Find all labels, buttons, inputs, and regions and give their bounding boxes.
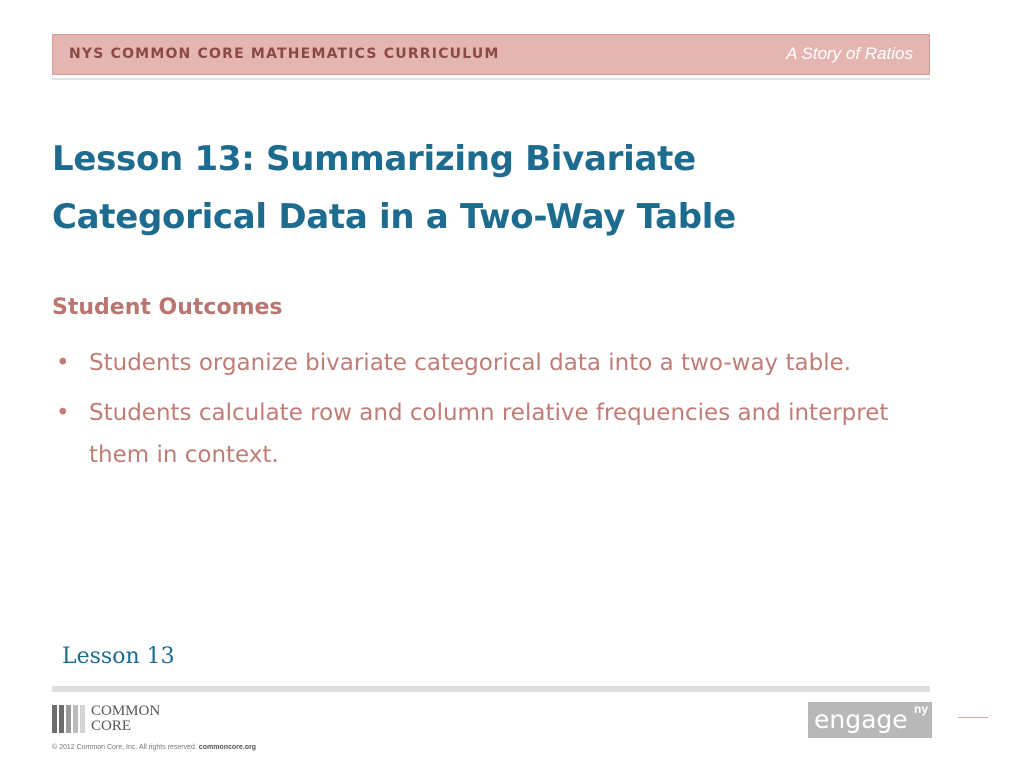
lesson-title: [52, 130, 932, 246]
common-core-logo: [52, 704, 192, 736]
lesson-title-line-2: Categorical Data in a Two-Way Table: [52, 197, 736, 237]
outcome-item: [52, 392, 932, 476]
copyright-notice: [52, 744, 256, 751]
curriculum-header-bar: [52, 34, 930, 75]
student-outcomes-heading: Student Outcomes: [52, 295, 283, 320]
lesson-footer-label: Lesson 13: [62, 644, 175, 669]
outcome-text: Students calculate row and column relative frequencies and interpret them in context.: [89, 400, 889, 468]
copyright-link[interactable]: commoncore.org: [198, 744, 256, 751]
copyright-text: © 2012 Common Core, Inc. All rights reserved.: [52, 744, 197, 751]
curriculum-title: NYS COMMON CORE MATHEMATICS CURRICULUM: [69, 46, 500, 62]
slide-edge-mark: [958, 717, 988, 718]
engage-logo-word: engage: [814, 705, 908, 734]
outcome-text: Students organize bivariate categorical data into a two-way table.: [89, 350, 852, 376]
bullet-icon: •: [56, 350, 70, 376]
outcome-item: [52, 342, 932, 384]
common-core-logo-text: [91, 704, 160, 734]
engage-ny-logo: [808, 702, 932, 738]
header-divider: [52, 78, 930, 80]
bullet-icon: •: [56, 400, 70, 426]
story-subtitle: A Story of Ratios: [786, 44, 913, 63]
footer-divider: [52, 686, 930, 692]
engage-logo-ny: ny: [913, 702, 928, 716]
lesson-title-line-1: Lesson 13: Summarizing Bivariate: [52, 139, 696, 179]
logo-line-core: CORE: [91, 718, 132, 734]
logo-line-common: COMMON: [91, 703, 161, 719]
student-outcomes-list: [52, 342, 932, 484]
